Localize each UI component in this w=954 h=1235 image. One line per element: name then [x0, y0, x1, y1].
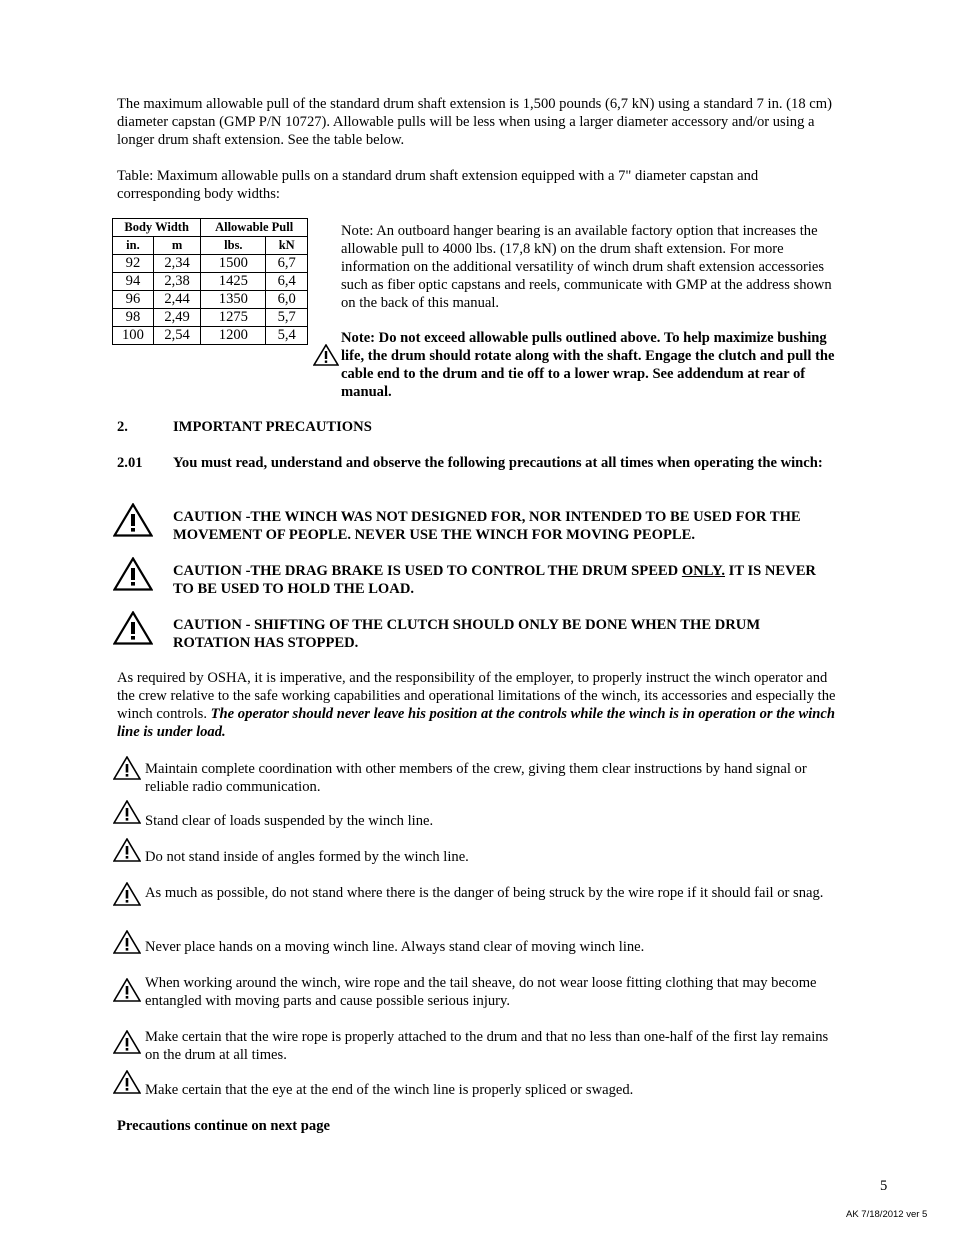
warning-triangle-icon	[113, 930, 141, 959]
cell-kn: 6,0	[266, 291, 308, 309]
warning-triangle-icon	[313, 344, 339, 371]
caution-drag-brake-pre: CAUTION -THE DRAG BRAKE IS USED TO CONTROL THE DRUM SPEED	[173, 563, 682, 579]
continue-note: Precautions continue on next page	[117, 1118, 330, 1134]
cell-in: 94	[113, 273, 154, 291]
note-outboard-bearing: Note: An outboard hanger bearing is an available factory option that increases the allowable pull to 4000 lbs. (17,8 kN) on the drum shaft extension. For more information on the additional versatility of winch drum shaft extension accessories such as fiber optic capstans and reels, communicate with GMP at the address shown on the back of this manual.	[341, 223, 832, 311]
table-caption: Table: Maximum allowable pulls on a standard drum shaft extension equipped with a 7" diameter capstan and corresponding body widths:	[117, 168, 759, 202]
page-number: 5	[880, 1178, 888, 1194]
warning-triangle-icon	[113, 1070, 141, 1099]
table-row	[113, 327, 308, 345]
osha-emphasis: The operator should never leave his position at the controls while the winch is in operation or the winch line is under load.	[117, 706, 836, 740]
cell-lbs: 1275	[201, 309, 266, 327]
warning-triangle-icon	[113, 557, 153, 596]
col-in: in.	[113, 237, 154, 255]
cell-kn: 6,4	[266, 273, 308, 291]
cell-m: 2,49	[153, 309, 200, 327]
caution-drag-brake-underline: ONLY.	[681, 563, 725, 579]
cell-kn: 5,4	[266, 327, 308, 345]
warning-triangle-icon	[113, 838, 141, 867]
warning-triangle-icon	[113, 1030, 141, 1059]
table-row	[113, 273, 308, 291]
section-title: IMPORTANT PRECAUTIONS	[173, 419, 372, 435]
caution-drag-brake	[173, 562, 833, 598]
precaution-item: Make certain that the wire rope is properly attached to the drum and that no less than one-half of the first lay remains on the drum at all times.	[145, 1029, 829, 1063]
intro-paragraph: The maximum allowable pull of the standard drum shaft extension is 1,500 pounds (6,7 kN) using a standard 7 in. (18 cm) diameter capstan (GMP P/N 10727). Allowable pulls will be less when using a larger diameter accessory and/or using a longer drum shaft extension. See the table below.	[117, 96, 832, 148]
cell-in: 96	[113, 291, 154, 309]
osha-paragraph	[117, 669, 839, 741]
cell-m: 2,54	[153, 327, 200, 345]
cell-kn: 5,7	[266, 309, 308, 327]
warning-triangle-icon	[113, 503, 153, 542]
cell-kn: 6,7	[266, 255, 308, 273]
table-row	[113, 255, 308, 273]
cell-in: 100	[113, 327, 154, 345]
warning-triangle-icon	[113, 978, 141, 1007]
table-row	[113, 309, 308, 327]
precaution-item: Do not stand inside of angles formed by the winch line.	[145, 849, 469, 865]
warning-triangle-icon	[113, 882, 141, 911]
precaution-item: Never place hands on a moving winch line. Always stand clear of moving winch line.	[145, 939, 645, 955]
caution-clutch: CAUTION - SHIFTING OF THE CLUTCH SHOULD ONLY BE DONE WHEN THE DRUM ROTATION HAS STOPPED.	[173, 617, 761, 651]
precaution-item: Make certain that the eye at the end of the winch line is properly spliced or swaged.	[145, 1082, 634, 1098]
col-m: m	[153, 237, 200, 255]
precaution-item: As much as possible, do not stand where there is the danger of being struck by the wire rope if it should fail or snag.	[145, 885, 824, 901]
cell-in: 98	[113, 309, 154, 327]
precaution-item: Stand clear of loads suspended by the winch line.	[145, 813, 434, 829]
osha-text: As required by OSHA, it is imperative, and the responsibility of the employer, to properly instruct the winch operator and the crew relative to the safe working capabilities and operational limitations of the winch, its accessories and especially the winch controls.	[117, 670, 836, 722]
warning-triangle-icon	[113, 800, 141, 829]
cell-lbs: 1500	[201, 255, 266, 273]
cell-m: 2,44	[153, 291, 200, 309]
cell-lbs: 1200	[201, 327, 266, 345]
cell-in: 92	[113, 255, 154, 273]
caution-people: CAUTION -THE WINCH WAS NOT DESIGNED FOR, NOR INTENDED TO BE USED FOR THE MOVEMENT OF PEOPLE. NEVER USE THE WINCH FOR MOVING PEOPLE.	[173, 509, 801, 543]
revision-label: AK 7/18/2012 ver 5	[846, 1209, 928, 1220]
cell-lbs: 1350	[201, 291, 266, 309]
note-allowable-pulls-warning: Note: Do not exceed allowable pulls outlined above. To help maximize bushing life, the drum should rotate along with the shaft. Engage the clutch and pull the cable end to the drum and tie off to a lower wrap. See addendum at rear of manual.	[341, 330, 835, 400]
col-lbs: lbs.	[201, 237, 266, 255]
header-body-width: Body Width	[113, 219, 201, 237]
warning-triangle-icon	[113, 611, 153, 650]
header-allowable-pull: Allowable Pull	[201, 219, 308, 237]
allowable-pull-table	[112, 218, 308, 345]
precaution-item: Maintain complete coordination with other members of the crew, giving them clear instructions by hand signal or reliable radio communication.	[145, 761, 807, 795]
cell-lbs: 1425	[201, 273, 266, 291]
warning-triangle-icon	[113, 756, 141, 785]
cell-m: 2,34	[153, 255, 200, 273]
subsection-number: 2.01	[117, 455, 143, 471]
table-row	[113, 291, 308, 309]
cell-m: 2,38	[153, 273, 200, 291]
caution-drag-brake-post: IT IS NEVER TO BE USED TO HOLD THE LOAD.	[173, 563, 816, 597]
subsection-text: You must read, understand and observe the following precautions at all times when operating the winch:	[173, 455, 823, 471]
precaution-item: When working around the winch, wire rope and the tail sheave, do not wear loose fitting clothing that may become entangled with moving parts and cause possible serious injury.	[145, 975, 817, 1009]
col-kn: kN	[266, 237, 308, 255]
section-number: 2.	[117, 419, 128, 435]
